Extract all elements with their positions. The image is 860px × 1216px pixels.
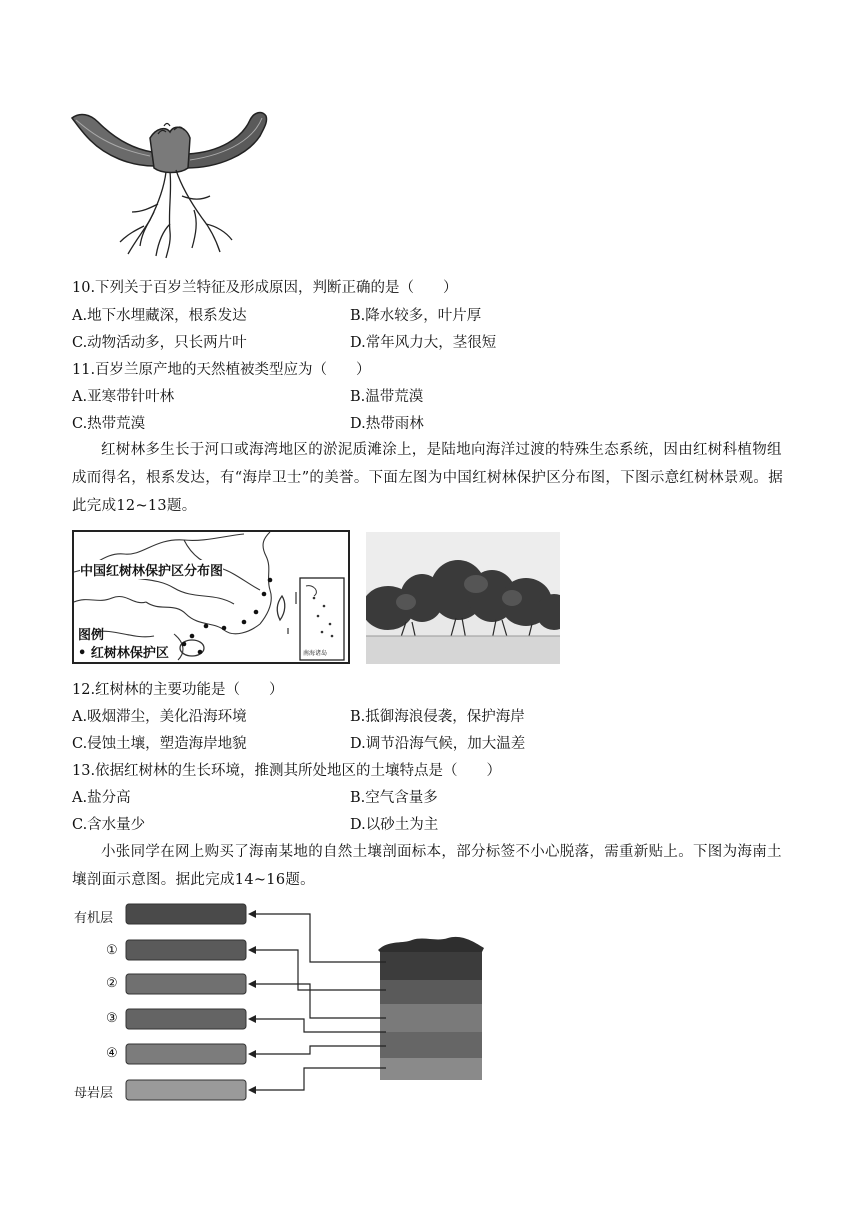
soil-profile-diagram <box>72 900 492 1110</box>
map-title: 中国红树林保护区分布图 <box>80 560 223 579</box>
soil-label-2: ② <box>106 976 118 991</box>
question-11-option-b: B.温带荒漠 <box>350 389 424 405</box>
question-12-stem: 12.红树林的主要功能是（ ） <box>72 682 284 698</box>
soil-label-1: ① <box>106 943 118 958</box>
map-legend-item: • 红树林保护区 <box>78 646 169 661</box>
question-10-stem: 10.下列关于百岁兰特征及形成原因，判断正确的是（ ） <box>72 280 458 296</box>
soil-profile-graphic <box>72 900 492 1110</box>
passage-mangrove: 红树林多生长于河口或海湾地区的淤泥质滩涂上，是陆地向海洋过渡的特殊生态系统，因由红树科植物组成而得名，根系发达，有“海岸卫士”的美誉。下面左图为中国红树林保护区分布图，下图示意红树林景观。据此完成12~13题。 <box>72 442 784 514</box>
soil-label-parent-rock: 母岩层 <box>74 1086 114 1101</box>
question-12-option-b: B.抵御海浪侵袭，保护海岸 <box>350 709 525 725</box>
question-10-option-b: B.降水较多，叶片厚 <box>350 308 482 324</box>
mangrove-reserve-map <box>72 530 350 664</box>
question-13-option-b: B.空气含量多 <box>350 790 438 806</box>
question-11-stem: 11.百岁兰原产地的天然植被类型应为（ ） <box>72 362 371 378</box>
passage-soil: 小张同学在网上购买了海南某地的自然土壤剖面标本，部分标签不小心脱落，需重新贴上。下图为海南土壤剖面示意图。据此完成14~16题。 <box>72 844 782 888</box>
soil-label-3: ③ <box>106 1011 118 1026</box>
question-13-stem: 13.依据红树林的生长环境，推测其所处地区的土壤特点是（ ） <box>72 763 502 779</box>
question-13-option-c: C.含水量少 <box>72 817 146 833</box>
question-11-option-d: D.热带雨林 <box>350 416 424 432</box>
mangrove-landscape-photo <box>366 532 560 664</box>
question-13-option-a: A.盐分高 <box>72 790 131 806</box>
soil-label-4: ④ <box>106 1046 118 1061</box>
soil-label-organic: 有机层 <box>74 911 114 926</box>
question-10-option-a: A.地下水埋藏深，根系发达 <box>72 308 247 324</box>
map-legend-title: 图例 <box>78 628 105 643</box>
question-13-option-d: D.以砂土为主 <box>350 817 439 833</box>
question-10-option-d: D.常年风力大，茎很短 <box>350 335 497 351</box>
question-12-option-a: A.吸烟滞尘，美化沿海环境 <box>72 709 247 725</box>
question-12-option-c: C.侵蚀土壤，塑造海岸地貌 <box>72 736 247 752</box>
question-11-option-c: C.热带荒漠 <box>72 416 146 432</box>
welwitschia-illustration <box>70 108 270 260</box>
map-inset-label: 南海诸岛 <box>303 650 328 657</box>
question-12-option-d: D.调节沿海气候，加大温差 <box>350 736 526 752</box>
question-11-option-a: A.亚寒带针叶林 <box>72 389 175 405</box>
question-10-option-c: C.动物活动多，只长两片叶 <box>72 335 247 351</box>
